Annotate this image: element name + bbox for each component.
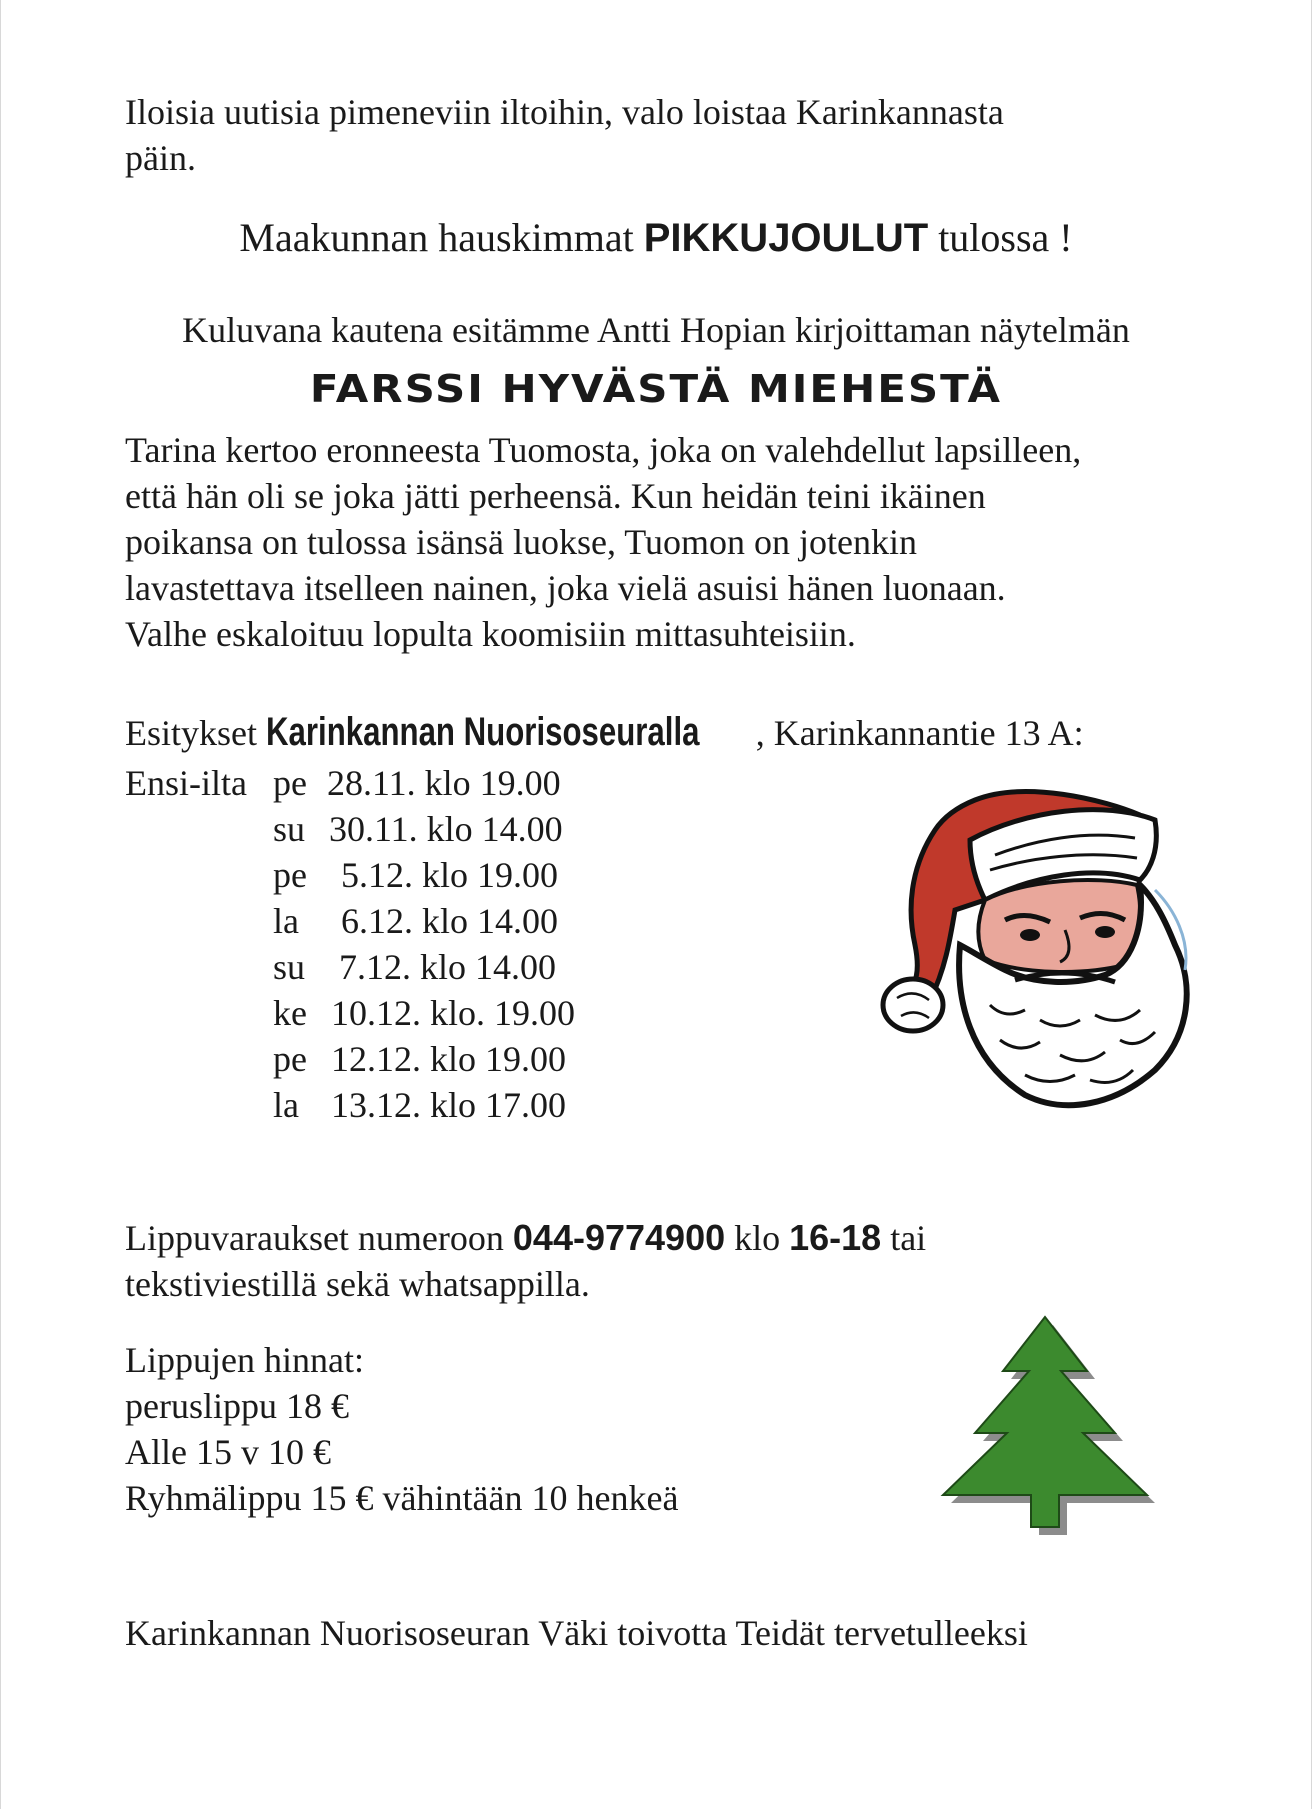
schedule-datetime: 7.12. klo 14.00 xyxy=(339,947,557,987)
headline xyxy=(0,212,1312,264)
schedule-datetime: 13.12. klo 17.00 xyxy=(331,1085,567,1125)
schedule-datetime: 30.11. klo 14.00 xyxy=(329,809,563,849)
intro-line-2: päin. xyxy=(125,138,196,178)
reservation-line-2: tekstiviestillä sekä whatsappilla. xyxy=(125,1264,590,1304)
prices-heading: Lippujen hinnat: xyxy=(125,1340,364,1380)
reservation-hours: 16-18 xyxy=(789,1217,882,1258)
page-edge-left xyxy=(0,0,1,1809)
reservation-line-1 xyxy=(125,1215,926,1261)
story-line-3: poikansa on tulossa isänsä luokse, Tuomon on jotenkin xyxy=(125,522,917,562)
story-line-1: Tarina kertoo eronneesta Tuomosta, joka on valehdellut lapsilleen, xyxy=(125,430,1082,470)
story-line-4: lavastettava itselleen nainen, joka vielä asuisi hänen luonaan. xyxy=(125,568,1006,608)
season-intro: Kuluvana kautena esitämme Antti Hopian kirjoittaman näytelmän xyxy=(182,310,1130,350)
venue-name: Karinkannan Nuorisoseuralla xyxy=(266,710,700,754)
headline-bold: PIKKUJOULUT xyxy=(643,216,929,260)
santa-pompom xyxy=(883,979,943,1031)
reservation-suffix: tai xyxy=(881,1218,927,1258)
schedule-datetime: 12.12. klo 19.00 xyxy=(331,1039,567,1079)
santa-face xyxy=(978,880,1140,972)
schedule-day: pe xyxy=(273,855,307,895)
tree-body xyxy=(943,1317,1147,1527)
venue-prefix: Esitykset xyxy=(125,713,266,753)
premiere-label: Ensi-ilta xyxy=(125,763,247,803)
schedule-datetime: 10.12. klo. 19.00 xyxy=(331,993,576,1033)
schedule-day: la xyxy=(273,901,299,941)
schedule-day: pe xyxy=(273,1039,307,1079)
christmas-tree-icon xyxy=(935,1315,1175,1545)
intro-line-1: Iloisia uutisia pimeneviin iltoihin, valo loistaa Karinkannasta xyxy=(125,92,1004,132)
headline-prefix: Maakunnan hauskimmat xyxy=(239,215,644,260)
price-item: Ryhmälippu 15 € vähintään 10 henkeä xyxy=(125,1478,679,1518)
play-title: FARSSI HYVÄSTÄ MIEHESTÄ xyxy=(309,366,1003,412)
schedule-datetime: 5.12. klo 19.00 xyxy=(341,855,559,895)
headline-suffix: tulossa ! xyxy=(928,215,1073,260)
schedule-day: pe xyxy=(273,763,307,803)
reservation-prefix: Lippuvaraukset numeroon xyxy=(125,1218,513,1258)
story-line-2: että hän oli se joka jätti perheensä. Kun heidän teini ikäinen xyxy=(125,476,986,516)
schedule-day: la xyxy=(273,1085,299,1125)
schedule-datetime: 28.11. klo 19.00 xyxy=(327,763,561,803)
price-item: Alle 15 v 10 € xyxy=(125,1432,331,1472)
price-item: peruslippu 18 € xyxy=(125,1386,349,1426)
reservation-mid: klo xyxy=(725,1218,790,1258)
schedule-day: ke xyxy=(273,993,307,1033)
schedule-day: su xyxy=(273,809,306,849)
closing-line: Karinkannan Nuorisoseuran Väki toivotta Teidät tervetulleeksi xyxy=(125,1613,1028,1653)
venue-suffix: , Karinkannantie 13 A: xyxy=(755,713,1084,753)
schedule-datetime: 6.12. klo 14.00 xyxy=(341,901,559,941)
story-line-5: Valhe eskaloituu lopulta koomisiin mittasuhteisiin. xyxy=(125,614,856,654)
phone-number: 044-9774900 xyxy=(512,1217,726,1258)
santa-illustration xyxy=(875,770,1205,1115)
schedule-day: su xyxy=(273,947,306,987)
venue-line xyxy=(125,709,1084,756)
